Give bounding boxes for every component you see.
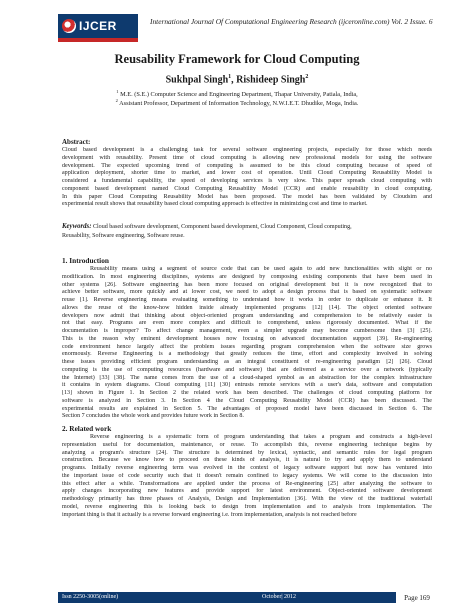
- text-line: computing is the use of computing resources (hardware and software) that are delivered as a service over a network (typically: [62, 366, 432, 373]
- keywords-label: Keywords:: [62, 223, 92, 230]
- abstract-heading: Abstract:: [62, 138, 91, 146]
- text-line: important thing is that it actually is a reverse forward engineering i.e. from implementation, analysis is not reached before: [62, 511, 357, 518]
- author-mark: 2: [305, 74, 309, 80]
- text-line: apply changes incorporating new features and provide support for latest environment. Object-oriented software development: [62, 488, 432, 495]
- author-name: Sukhpal Singh: [165, 74, 229, 86]
- author-name: Rishideep Singh: [236, 74, 306, 86]
- keywords-text: Cloud based software development, Component based development, Cloud Component, Cloud computing,: [92, 224, 352, 230]
- footer-date: October| 2012: [262, 594, 297, 600]
- text-line: [13] shown in Figure 1. In Section 2 the related work has been described. The challenges of cloud computing platform for: [62, 390, 432, 396]
- text-line: representation useful for documentation, maintenance, or reuse. To accomplish this, reverse engineering technique begins by: [62, 441, 432, 448]
- text-line: application deployment, shorter time to market, and lower cost of operation. Until Cloud Computing Reusability Model is: [62, 170, 432, 177]
- text-line: component based development named Cloud Computing Reusability Model (CCR) and enable reusability in cloud computing.: [62, 185, 432, 192]
- text-line: experimental result shows that reusability based cloud computing approach is effective in minimizing cost and time to market.: [62, 201, 368, 208]
- text-line: construction. Because we know how to proceed on these kinds of analysis, it is natural to try and apply them to understand: [62, 457, 432, 464]
- keywords: [62, 223, 432, 240]
- logo-underline: [58, 38, 138, 42]
- footer-issn: Issn 2250-3005(online): [62, 594, 119, 600]
- affiliation-mark: 1: [116, 89, 119, 94]
- journal-logo: [58, 14, 138, 38]
- affiliation: [0, 98, 474, 107]
- affiliation-mark: 2: [115, 98, 118, 103]
- text-line: it contains in system diagrams. Cloud computing [11] [30] entrusts remote services with a user's data, software and computation: [62, 382, 432, 389]
- text-line: not that easy. Programs are even more complex and difficult to comprehend, unless rigorously documented. What if the: [62, 320, 432, 327]
- related-work-body: [62, 434, 432, 519]
- author-line: Sukhpal Singh$^1$, Rishideep Singh$^2$: [165, 74, 309, 86]
- text-line: the Internet) [33] [38]. The name comes from the use of a cloud-shaped symbol as an abstraction for the complex infrastructure: [62, 374, 432, 381]
- text-line: developers now admit that thinking about object-oriented program understanding and comprehension to be relatively easier is: [62, 312, 432, 319]
- text-line: analyzing a program's structure [24]. The structure is determined by lexical, syntactic, and semantic rules for legal program: [62, 449, 432, 456]
- text-line: development. The expected upcoming trend of computing is assumed to be this cloud computing because of speed of: [62, 162, 432, 169]
- text-line: allows the reuse of the know-how hidden inside already implemented programs [12] [14]. The object oriented software: [62, 304, 432, 311]
- text-line: considered a fundamental capability, the speed of developing services is very slow. This paper spreads cloud computing with: [62, 178, 432, 184]
- text-line: Reusability means using a segment of source code that can be used again to add new functionalities with slight or no: [90, 266, 432, 272]
- section-heading: 2. Related work: [62, 424, 112, 433]
- text-line: code environment hence largely affect the problem issues regarding program comprehension when the software size grows: [62, 343, 432, 350]
- text-line: Cloud based development is a challenging task for several software engineering projects, especially for those which needs: [62, 147, 432, 153]
- affiliation: [0, 89, 474, 98]
- journal-header: International Journal Of Computational Engineering Research (ijceronline.com) Vol. 2 Issue. 6: [150, 17, 433, 26]
- page-number: Page 169: [396, 590, 438, 605]
- paper-title: Reusability Framework for Cloud Computing: [114, 52, 360, 66]
- text-line: Section 7 concludes the whole work and provides future work in Section 8.: [62, 413, 244, 420]
- text-line: This is the reason why eminent development houses now focusing on advanced documentation support [39]. Re-engineering: [62, 335, 432, 342]
- text-line: Reverse engineering is a systematic form of program understanding that takes a program and constructs a high-level: [90, 434, 432, 440]
- text-line: other systems [26]. Software engineering has been more focused on original development but it is now recognized that to: [62, 281, 432, 288]
- logo-emblem-icon: [62, 19, 76, 33]
- text-line: enormously. Reverse Engineering is a methodology that greatly reduces the time, effort and complexity involved in solving: [62, 351, 432, 358]
- abstract-body: [62, 147, 432, 209]
- keywords-text: Reusability, Software engineering, Software reuse.: [62, 232, 185, 239]
- introduction-body: [62, 266, 432, 421]
- text-line: experimental results are explained in Section 5. The advantages of proposed model have been discussed in Section 6. The: [62, 405, 432, 412]
- text-line: model, reverse engineering this is looking back to design from implementation and to analysis from implementation. The: [62, 503, 432, 510]
- author-mark: 1: [228, 74, 232, 80]
- affiliation-text: M.E. (S.E.) Computer Science and Engineering Department, Thapar University, Patiala, India,: [120, 91, 358, 99]
- section-heading: 1. Introduction: [62, 256, 109, 265]
- logo-text: IJCER: [79, 19, 117, 33]
- text-line: In this paper Cloud Computing Reusability Model has been proposed. The model has been validated by Cloudsim and: [62, 193, 432, 200]
- text-line: achieve better software, more quickly and at lower cost, we need to adopt a design process that is based on systematic software: [62, 289, 432, 296]
- text-line: development with reusability. Present time of cloud computing is allowing new professional models for using the software: [62, 154, 432, 161]
- text-line: modification. In most engineering disciplines, systems are designed by composing existing components that have been used in: [62, 273, 432, 280]
- text-line: these issues providing efficient program understanding as an integral constituent of re-engineering paradigm [2] [26]. Cloud: [62, 359, 432, 365]
- text-line: software is analyzed in Section 3. In Section 4 the Cloud Computing Reusability Model (CCR) has been discussed. The: [62, 397, 432, 404]
- affiliation-text: Assistant Professor, Department of Information Technology, N.W.I.E.T. Dhudike, Moga, India.: [119, 100, 359, 108]
- text-line: programs. Initially reverse engineering term was evolved in the context of legacy software support but now has ventured into: [62, 465, 432, 471]
- text-line: methodology primarily has three phases of Analysis, Design and Implementation [36]. With the view of the traditional waterfall: [62, 496, 432, 502]
- text-line: documentation is improper? To affect change management, even a simpler upgrade may become cumbersome then [3] [25].: [62, 328, 432, 334]
- text-line: the important issue of code security such that it doesn't remain confined to legacy systems. We will come to the discussion into: [62, 472, 432, 479]
- text-line: this effect after a while. Transformations are applied under the process of Re-engineering [25] after analyzing the software to: [62, 480, 432, 487]
- text-line: reuse [1]. Reverse engineering means evaluating something to understand how it works in order to duplicate or enhance it. It: [62, 297, 432, 303]
